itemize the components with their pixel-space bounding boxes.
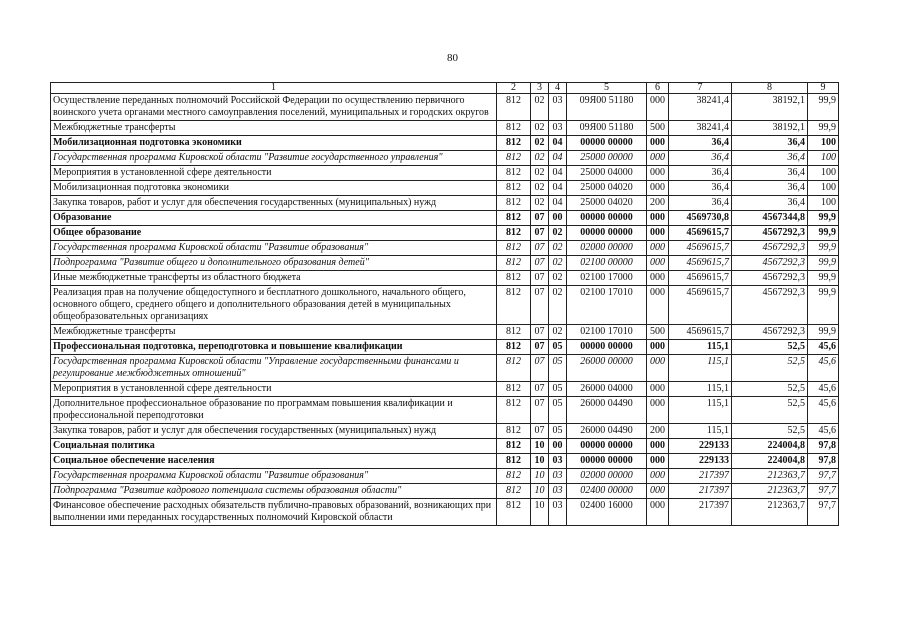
cell-expense-type: 000 xyxy=(647,94,669,121)
cell-subsection: 04 xyxy=(549,166,567,181)
cell-expense-type: 000 xyxy=(647,136,669,151)
cell-subsection: 00 xyxy=(549,211,567,226)
header-cell-actual: 8 xyxy=(732,83,808,94)
table-row xyxy=(51,94,839,121)
table-body xyxy=(51,83,839,526)
cell-plan: 115,1 xyxy=(669,397,732,424)
cell-plan: 217397 xyxy=(669,484,732,499)
cell-name: Осуществление переданных полномочий Российской Федерации по осуществлению первичного воинского учета органами местного самоуправления поселений, муниципальных и городских округов xyxy=(51,94,497,121)
cell-ministry: 812 xyxy=(497,397,531,424)
cell-ministry: 812 xyxy=(497,454,531,469)
cell-ministry: 812 xyxy=(497,484,531,499)
cell-section: 02 xyxy=(531,196,549,211)
table-row xyxy=(51,151,839,166)
cell-section: 10 xyxy=(531,499,549,526)
cell-expense-type: 000 xyxy=(647,469,669,484)
cell-actual: 4567292,3 xyxy=(732,256,808,271)
header-row xyxy=(51,83,839,94)
table-row xyxy=(51,226,839,241)
cell-expense-type: 500 xyxy=(647,325,669,340)
cell-section: 07 xyxy=(531,325,549,340)
cell-section: 02 xyxy=(531,136,549,151)
cell-subsection: 02 xyxy=(549,286,567,325)
cell-target: 00000 00000 xyxy=(567,226,647,241)
cell-actual: 52,5 xyxy=(732,355,808,382)
cell-percent: 99,9 xyxy=(808,94,839,121)
cell-target: 26000 04490 xyxy=(567,424,647,439)
header-cell-name: 1 xyxy=(51,83,497,94)
cell-actual: 4567292,3 xyxy=(732,325,808,340)
cell-section: 07 xyxy=(531,355,549,382)
cell-name: Закупка товаров, работ и услуг для обеспечения государственных (муниципальных) нужд xyxy=(51,424,497,439)
cell-ministry: 812 xyxy=(497,340,531,355)
cell-ministry: 812 xyxy=(497,94,531,121)
cell-section: 10 xyxy=(531,469,549,484)
cell-ministry: 812 xyxy=(497,469,531,484)
cell-target: 09Я00 51180 xyxy=(567,94,647,121)
cell-plan: 4569615,7 xyxy=(669,226,732,241)
table-row xyxy=(51,469,839,484)
cell-name: Межбюджетные трансферты xyxy=(51,325,497,340)
table-row xyxy=(51,121,839,136)
cell-ministry: 812 xyxy=(497,241,531,256)
cell-plan: 217397 xyxy=(669,469,732,484)
cell-actual: 212363,7 xyxy=(732,469,808,484)
cell-section: 02 xyxy=(531,181,549,196)
cell-expense-type: 500 xyxy=(647,121,669,136)
cell-ministry: 812 xyxy=(497,121,531,136)
cell-section: 07 xyxy=(531,382,549,397)
cell-name: Государственная программа Кировской области "Развитие образования" xyxy=(51,241,497,256)
cell-actual: 4567292,3 xyxy=(732,241,808,256)
cell-expense-type: 200 xyxy=(647,196,669,211)
cell-plan: 115,1 xyxy=(669,382,732,397)
cell-subsection: 03 xyxy=(549,121,567,136)
cell-section: 10 xyxy=(531,439,549,454)
cell-ministry: 812 xyxy=(497,151,531,166)
cell-target: 02100 17010 xyxy=(567,325,647,340)
cell-percent: 99,9 xyxy=(808,241,839,256)
cell-name: Образование xyxy=(51,211,497,226)
cell-section: 02 xyxy=(531,151,549,166)
cell-subsection: 02 xyxy=(549,256,567,271)
cell-target: 00000 00000 xyxy=(567,454,647,469)
cell-percent: 97,7 xyxy=(808,484,839,499)
cell-subsection: 03 xyxy=(549,94,567,121)
cell-plan: 229133 xyxy=(669,454,732,469)
cell-actual: 4567292,3 xyxy=(732,226,808,241)
cell-target: 02100 00000 xyxy=(567,256,647,271)
cell-percent: 97,8 xyxy=(808,439,839,454)
cell-actual: 4567292,3 xyxy=(732,286,808,325)
cell-target: 00000 00000 xyxy=(567,211,647,226)
cell-expense-type: 000 xyxy=(647,397,669,424)
cell-name: Профессиональная подготовка, переподготовка и повышение квалификации xyxy=(51,340,497,355)
cell-name: Реализация прав на получение общедоступного и бесплатного дошкольного, начального общего, основного общего, среднего общего и дополнительного образования детей в муниципальных общеобразовательных организациях xyxy=(51,286,497,325)
header-cell-percent: 9 xyxy=(808,83,839,94)
cell-section: 02 xyxy=(531,121,549,136)
cell-ministry: 812 xyxy=(497,196,531,211)
header-cell-expense-type: 6 xyxy=(647,83,669,94)
cell-plan: 217397 xyxy=(669,499,732,526)
cell-section: 07 xyxy=(531,286,549,325)
cell-section: 07 xyxy=(531,340,549,355)
cell-section: 07 xyxy=(531,211,549,226)
cell-target: 25000 04020 xyxy=(567,181,647,196)
cell-actual: 38192,1 xyxy=(732,121,808,136)
cell-plan: 4569615,7 xyxy=(669,286,732,325)
cell-name: Социальное обеспечение населения xyxy=(51,454,497,469)
cell-actual: 52,5 xyxy=(732,382,808,397)
cell-subsection: 02 xyxy=(549,325,567,340)
cell-section: 07 xyxy=(531,271,549,286)
cell-percent: 100 xyxy=(808,151,839,166)
cell-subsection: 05 xyxy=(549,397,567,424)
cell-ministry: 812 xyxy=(497,136,531,151)
table-row xyxy=(51,211,839,226)
cell-percent: 45,6 xyxy=(808,340,839,355)
cell-percent: 100 xyxy=(808,136,839,151)
cell-actual: 224004,8 xyxy=(732,454,808,469)
cell-subsection: 05 xyxy=(549,382,567,397)
cell-ministry: 812 xyxy=(497,382,531,397)
cell-subsection: 03 xyxy=(549,499,567,526)
cell-plan: 115,1 xyxy=(669,424,732,439)
cell-actual: 4567344,8 xyxy=(732,211,808,226)
cell-percent: 97,7 xyxy=(808,469,839,484)
cell-percent: 99,9 xyxy=(808,211,839,226)
cell-plan: 36,4 xyxy=(669,181,732,196)
cell-subsection: 04 xyxy=(549,196,567,211)
cell-percent: 45,6 xyxy=(808,382,839,397)
cell-plan: 4569615,7 xyxy=(669,256,732,271)
cell-subsection: 04 xyxy=(549,181,567,196)
cell-actual: 36,4 xyxy=(732,136,808,151)
cell-ministry: 812 xyxy=(497,166,531,181)
cell-plan: 115,1 xyxy=(669,355,732,382)
table-row xyxy=(51,256,839,271)
cell-name: Государственная программа Кировской области "Управление государственными финансами и регулирование межбюджетных отношений" xyxy=(51,355,497,382)
header-cell-section: 3 xyxy=(531,83,549,94)
cell-section: 10 xyxy=(531,454,549,469)
table-row xyxy=(51,355,839,382)
cell-expense-type: 000 xyxy=(647,484,669,499)
cell-actual: 212363,7 xyxy=(732,499,808,526)
cell-target: 02400 16000 xyxy=(567,499,647,526)
table-row xyxy=(51,439,839,454)
cell-expense-type: 000 xyxy=(647,256,669,271)
cell-name: Мобилизационная подготовка экономики xyxy=(51,136,497,151)
cell-percent: 45,6 xyxy=(808,424,839,439)
cell-expense-type: 000 xyxy=(647,211,669,226)
cell-actual: 36,4 xyxy=(732,181,808,196)
cell-percent: 45,6 xyxy=(808,355,839,382)
cell-section: 07 xyxy=(531,424,549,439)
cell-percent: 100 xyxy=(808,196,839,211)
cell-percent: 99,9 xyxy=(808,325,839,340)
cell-name: Подпрограмма "Развитие кадрового потенциала системы образования области" xyxy=(51,484,497,499)
cell-plan: 36,4 xyxy=(669,166,732,181)
cell-target: 25000 04000 xyxy=(567,166,647,181)
cell-name: Общее образование xyxy=(51,226,497,241)
cell-ministry: 812 xyxy=(497,355,531,382)
cell-plan: 36,4 xyxy=(669,196,732,211)
cell-name: Дополнительное профессиональное образование по программам повышения квалификации и профессиональной переподготовки xyxy=(51,397,497,424)
cell-name: Государственная программа Кировской области "Развитие образования" xyxy=(51,469,497,484)
table-row xyxy=(51,499,839,526)
table-row xyxy=(51,181,839,196)
cell-name: Социальная политика xyxy=(51,439,497,454)
cell-percent: 97,8 xyxy=(808,454,839,469)
cell-actual: 52,5 xyxy=(732,424,808,439)
cell-subsection: 03 xyxy=(549,484,567,499)
cell-subsection: 02 xyxy=(549,271,567,286)
cell-ministry: 812 xyxy=(497,424,531,439)
cell-expense-type: 000 xyxy=(647,382,669,397)
table-row xyxy=(51,136,839,151)
cell-plan: 36,4 xyxy=(669,136,732,151)
table-row xyxy=(51,424,839,439)
cell-subsection: 04 xyxy=(549,136,567,151)
cell-plan: 229133 xyxy=(669,439,732,454)
cell-ministry: 812 xyxy=(497,271,531,286)
cell-section: 07 xyxy=(531,397,549,424)
cell-actual: 36,4 xyxy=(732,151,808,166)
cell-actual: 36,4 xyxy=(732,196,808,211)
cell-percent: 45,6 xyxy=(808,397,839,424)
table-row xyxy=(51,484,839,499)
cell-expense-type: 000 xyxy=(647,166,669,181)
cell-ministry: 812 xyxy=(497,181,531,196)
header-cell-ministry: 2 xyxy=(497,83,531,94)
cell-actual: 52,5 xyxy=(732,397,808,424)
cell-target: 02100 17010 xyxy=(567,286,647,325)
cell-plan: 36,4 xyxy=(669,151,732,166)
cell-expense-type: 000 xyxy=(647,151,669,166)
cell-expense-type: 000 xyxy=(647,340,669,355)
cell-name: Финансовое обеспечение расходных обязательств публично-правовых образований, возникающих при выполнении ими переданных государственных полномочий Кировской области xyxy=(51,499,497,526)
cell-ministry: 812 xyxy=(497,499,531,526)
cell-name: Подпрограмма "Развитие общего и дополнительного образования детей" xyxy=(51,256,497,271)
cell-name: Мероприятия в установленной сфере деятельности xyxy=(51,166,497,181)
header-cell-subsection: 4 xyxy=(549,83,567,94)
cell-expense-type: 000 xyxy=(647,181,669,196)
cell-ministry: 812 xyxy=(497,211,531,226)
cell-subsection: 02 xyxy=(549,226,567,241)
cell-section: 07 xyxy=(531,241,549,256)
cell-section: 07 xyxy=(531,256,549,271)
cell-ministry: 812 xyxy=(497,226,531,241)
cell-expense-type: 000 xyxy=(647,454,669,469)
cell-subsection: 03 xyxy=(549,469,567,484)
cell-actual: 38192,1 xyxy=(732,94,808,121)
cell-target: 25000 04020 xyxy=(567,196,647,211)
cell-section: 02 xyxy=(531,94,549,121)
table-row xyxy=(51,241,839,256)
cell-target: 02100 17000 xyxy=(567,271,647,286)
cell-percent: 99,9 xyxy=(808,121,839,136)
cell-actual: 4567292,3 xyxy=(732,271,808,286)
page-number: 80 xyxy=(447,52,458,64)
cell-percent: 100 xyxy=(808,166,839,181)
cell-section: 02 xyxy=(531,166,549,181)
cell-target: 26000 00000 xyxy=(567,355,647,382)
cell-actual: 212363,7 xyxy=(732,484,808,499)
table-row xyxy=(51,286,839,325)
table-row xyxy=(51,325,839,340)
cell-plan: 4569615,7 xyxy=(669,325,732,340)
cell-actual: 52,5 xyxy=(732,340,808,355)
cell-expense-type: 000 xyxy=(647,241,669,256)
cell-name: Мероприятия в установленной сфере деятельности xyxy=(51,382,497,397)
table-row xyxy=(51,382,839,397)
cell-ministry: 812 xyxy=(497,439,531,454)
cell-target: 02000 00000 xyxy=(567,241,647,256)
cell-target: 00000 00000 xyxy=(567,136,647,151)
cell-ministry: 812 xyxy=(497,286,531,325)
cell-expense-type: 000 xyxy=(647,355,669,382)
cell-plan: 38241,4 xyxy=(669,121,732,136)
cell-percent: 100 xyxy=(808,181,839,196)
cell-target: 09Я00 51180 xyxy=(567,121,647,136)
table-row xyxy=(51,340,839,355)
cell-section: 10 xyxy=(531,484,549,499)
cell-actual: 36,4 xyxy=(732,166,808,181)
cell-name: Иные межбюджетные трансферты из областного бюджета xyxy=(51,271,497,286)
cell-name: Закупка товаров, работ и услуг для обеспечения государственных (муниципальных) нужд xyxy=(51,196,497,211)
cell-subsection: 03 xyxy=(549,454,567,469)
cell-name: Государственная программа Кировской области "Развитие государственного управления" xyxy=(51,151,497,166)
table-row xyxy=(51,454,839,469)
cell-expense-type: 000 xyxy=(647,271,669,286)
cell-target: 26000 04000 xyxy=(567,382,647,397)
cell-plan: 4569615,7 xyxy=(669,271,732,286)
cell-expense-type: 000 xyxy=(647,439,669,454)
table-row xyxy=(51,166,839,181)
table-row xyxy=(51,271,839,286)
cell-percent: 99,9 xyxy=(808,256,839,271)
cell-percent: 99,9 xyxy=(808,271,839,286)
cell-plan: 38241,4 xyxy=(669,94,732,121)
cell-plan: 4569615,7 xyxy=(669,241,732,256)
cell-percent: 99,9 xyxy=(808,226,839,241)
cell-subsection: 04 xyxy=(549,151,567,166)
cell-expense-type: 000 xyxy=(647,286,669,325)
cell-actual: 224004,8 xyxy=(732,439,808,454)
cell-subsection: 05 xyxy=(549,355,567,382)
cell-section: 07 xyxy=(531,226,549,241)
cell-expense-type: 200 xyxy=(647,424,669,439)
cell-subsection: 00 xyxy=(549,439,567,454)
cell-target: 02000 00000 xyxy=(567,469,647,484)
cell-name: Мобилизационная подготовка экономики xyxy=(51,181,497,196)
cell-target: 00000 00000 xyxy=(567,439,647,454)
cell-ministry: 812 xyxy=(497,256,531,271)
budget-table xyxy=(50,82,839,526)
cell-subsection: 05 xyxy=(549,340,567,355)
cell-subsection: 02 xyxy=(549,241,567,256)
table-row xyxy=(51,196,839,211)
cell-target: 00000 00000 xyxy=(567,340,647,355)
cell-ministry: 812 xyxy=(497,325,531,340)
cell-expense-type: 000 xyxy=(647,226,669,241)
cell-expense-type: 000 xyxy=(647,499,669,526)
cell-target: 25000 00000 xyxy=(567,151,647,166)
cell-name: Межбюджетные трансферты xyxy=(51,121,497,136)
cell-target: 26000 04490 xyxy=(567,397,647,424)
cell-plan: 115,1 xyxy=(669,340,732,355)
cell-percent: 97,7 xyxy=(808,499,839,526)
cell-percent: 99,9 xyxy=(808,286,839,325)
header-cell-plan: 7 xyxy=(669,83,732,94)
cell-plan: 4569730,8 xyxy=(669,211,732,226)
cell-target: 02400 00000 xyxy=(567,484,647,499)
cell-subsection: 05 xyxy=(549,424,567,439)
table-row xyxy=(51,397,839,424)
header-cell-target: 5 xyxy=(567,83,647,94)
